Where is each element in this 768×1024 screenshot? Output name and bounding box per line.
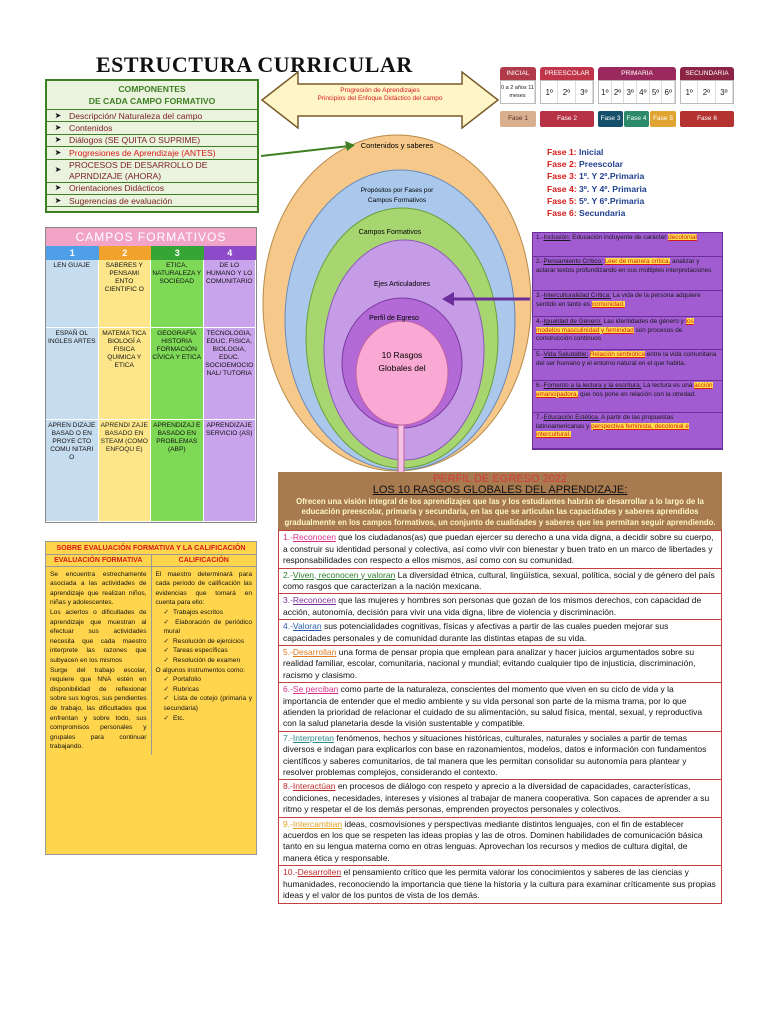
rasgo-item xyxy=(278,530,722,568)
eje-post: que nos pone en relación con la otredad. xyxy=(578,390,696,398)
rasgo-verb: Interpretan xyxy=(292,732,335,743)
fase-list-item xyxy=(547,183,647,195)
rasgo-verb: Reconocen xyxy=(292,595,336,606)
circle-label-6b: Globales del xyxy=(378,363,426,373)
campo-cell: DE LO HUMANO Y LO COMUNITARIO xyxy=(204,260,256,328)
fase-list-label: Fase 5: xyxy=(547,195,577,206)
circle-label-5: Perfil de Egreso xyxy=(369,315,419,322)
eje-name: Educación Estética. xyxy=(543,414,600,421)
arrow-bullet-icon: ➤ xyxy=(54,135,62,145)
campo-cell: APRENDIZAJE SERVICIO (AS) xyxy=(204,420,256,522)
eje-item xyxy=(533,381,722,413)
eje-body: Las identidades de género y xyxy=(601,318,686,325)
fase-secundaria-cells xyxy=(680,80,734,104)
campo-number: 3 xyxy=(151,246,204,260)
rasgo-number: 6.- xyxy=(283,684,293,695)
page-title: ESTRUCTURA CURRICULAR xyxy=(96,52,413,77)
rasgo-number: 4.- xyxy=(283,621,293,632)
eje-item xyxy=(533,350,722,381)
fase-secundaria-head: SECUNDARIA xyxy=(680,67,734,80)
eje-item xyxy=(533,317,722,350)
eje-number: 6.- xyxy=(536,382,544,389)
circle-label-3: Campos Formativos xyxy=(358,229,422,236)
campo-cell: SABERES Y PENSAMI ENTO CIENTIFIC O xyxy=(99,260,151,328)
componente-item xyxy=(47,110,257,122)
eje-item xyxy=(533,233,722,257)
check-item: ✓ Elaboración de periódico mural xyxy=(164,618,253,637)
check-item: ✓ Resolución de examen xyxy=(164,656,253,666)
campo-cell: MATEMA TICA BIOLOGÍ A FISICA QUIMICA Y ETICA xyxy=(99,328,151,420)
componentes-header xyxy=(47,81,257,110)
campo-cell: TECNOLOGIA, EDUC. FISICA, BIOLOGIA, EDUC. SOCIOEMOCIO NAL/ TUTORIA xyxy=(204,328,256,420)
eje-body: La lectura es una xyxy=(641,382,695,389)
rasgo-number: 5.- xyxy=(283,646,293,657)
campos-numbers-row xyxy=(46,246,256,260)
rasgo-text: La diversidad étnica, cultural, lingüística, sexual, política, social y de género del país como rasgos que caracterizan a la nación mexicana. xyxy=(283,569,715,591)
fase-list-value: Preescolar xyxy=(579,159,623,170)
componentes-arrow xyxy=(259,138,359,168)
grade-cell: 3º xyxy=(576,81,593,103)
evaluacion-body xyxy=(46,567,256,755)
progresion-label xyxy=(300,87,460,103)
rasgo-item xyxy=(278,619,722,646)
eje-number: 1.- xyxy=(536,234,544,241)
circle-label-2a: Propósitos por Fases por xyxy=(360,187,434,194)
componente-label: Contenidos xyxy=(69,123,113,134)
eje-body: A partir de las propuestas latinoamericanas y xyxy=(536,414,674,430)
rasgo-item xyxy=(278,593,722,620)
perfil-title: PERFIL DE EGRESO 2022 xyxy=(432,473,568,485)
rasgo-item xyxy=(278,645,722,683)
eje-name: Inclusión: xyxy=(543,234,571,241)
campo-cell: APRENDIZAJ E BASADO EN PROBLEMAS (ABP) xyxy=(151,420,203,522)
eje-name: Igualdad de Género: xyxy=(543,318,602,325)
eje-post: entre la vida comunitaria del ser humano y el entorno natural en el que habita. xyxy=(536,351,717,367)
rasgo-number: 7.- xyxy=(283,732,293,743)
componente-item xyxy=(47,160,257,183)
arrow-bullet-icon: ➤ xyxy=(54,195,62,205)
fase-list-label: Fase 3: xyxy=(547,171,577,182)
check-item: ✓ Rubricas xyxy=(164,685,253,695)
fase-list-value: 3º. Y 4º. Primaria xyxy=(579,183,647,194)
eje-post: analizar y aclarar textos profundizando en sus múltiples interpretaciones xyxy=(536,258,712,274)
rasgo-verb: Valoran xyxy=(292,621,322,632)
rasgo-number: 9.- xyxy=(283,818,293,829)
componente-label: PROCESOS DE DESARROLLO DE APRNDIZAJE (AHORA) xyxy=(69,160,208,181)
componente-item xyxy=(47,122,257,134)
fase-list-label: Fase 1: xyxy=(547,147,577,157)
eje-number: 3.- xyxy=(536,292,544,299)
arrow-bullet-icon: ➤ xyxy=(54,110,62,120)
grade-cell: 1º xyxy=(681,81,698,103)
eje-highlight: Relación simbiótica xyxy=(589,351,645,358)
fase-list-label: Fase 6: xyxy=(547,208,577,219)
arrow-bullet-icon: ➤ xyxy=(54,147,62,157)
componentes-panel xyxy=(45,79,259,213)
componentes-header-line-1: COMPONENTES xyxy=(118,84,186,94)
rasgo-number: 1.- xyxy=(283,532,293,543)
eje-body: Educación incluyente de carácter xyxy=(570,234,669,241)
perfil-egreso-panel xyxy=(278,472,722,952)
componentes-header-line-2: DE CADA CAMPO FORMATIVO xyxy=(88,96,216,106)
check-item: ✓ Trabajos escritos xyxy=(164,608,253,618)
fase-secundaria-box xyxy=(680,67,734,104)
circle-label-4: Ejes Articuladores xyxy=(373,281,431,288)
rasgo-text: una forma de pensar propia que emplean para analizar y hacer juicios argumentados sobre su realidad familiar, escolar, comunitaria, nacional y mundial; evitando cualquier tipo de injusticia, discriminación, racismo y clasismo. xyxy=(283,646,696,680)
campos-grid xyxy=(46,260,256,522)
rasgo-text: que las mujeres y hombres son personas que gozan de los mismos derechos, con capacidad de acción, autonomía, decisión para vivir una vida digna, libre de violencia y discriminación. xyxy=(283,595,702,617)
componente-item xyxy=(47,183,257,195)
rasgo-item xyxy=(278,865,722,903)
fase-6-tag: Fase 6 xyxy=(680,111,734,127)
rasgo-item xyxy=(278,731,722,781)
calificacion-paragraph: O algunos instrumentos como: xyxy=(155,666,245,674)
campo-cell: ESPAÑ OL INGLES ARTES xyxy=(46,328,98,420)
campo-column xyxy=(46,260,99,522)
fase-preescolar-cells xyxy=(540,80,594,104)
eje-name: Interculturalidad Crítica: xyxy=(543,292,611,299)
grade-cell: 3º xyxy=(716,81,733,103)
calificacion-col xyxy=(152,567,257,755)
rasgo-text: sus potencialidades cognitivas, físicas y afectivas a partir de las cuales pueden mejorar sus capacidades personales y de comunidad durante las distintas etapas de su vida. xyxy=(283,621,669,643)
check-item: ✓ Resolución de ejercicios xyxy=(164,637,253,647)
campo-cell: GEOGRAFÍA HISTORIA FORMACIÓN CÍVICA Y ETICA xyxy=(151,328,203,420)
fase-4-tag: Fase 4 xyxy=(624,111,649,127)
grade-cell: 4º xyxy=(637,81,650,103)
circle-label-6a: 10 Rasgos xyxy=(381,350,423,360)
evaluacion-title: SOBRE EVALUACIÓN FORMATIVA Y LA CALIFICACIÓN xyxy=(46,542,256,555)
fase-inicial-sub: 0 a 2 años 11 meses xyxy=(501,81,535,103)
eje-number: 5.- xyxy=(536,351,544,358)
eje-highlight: acción emancipadora, xyxy=(536,382,713,398)
campos-title: CAMPOS FORMATIVOS xyxy=(46,228,256,246)
eje-number: 4.- xyxy=(536,318,544,325)
fase-list-item xyxy=(547,207,647,219)
eje-item xyxy=(533,257,722,291)
check-item: ✓ Lista de cotejo (primaria y secundaria) xyxy=(164,694,253,713)
campo-number: 2 xyxy=(99,246,152,260)
grade-cell: 2º xyxy=(698,81,715,103)
evidencias-list xyxy=(156,608,253,666)
campo-cell: LEN GUAJE xyxy=(46,260,98,328)
rasgo-number: 3.- xyxy=(283,595,293,606)
eje-highlight: comunidad. xyxy=(591,300,625,308)
rasgo-number: 8.- xyxy=(283,781,293,792)
ejes-articuladores-panel xyxy=(532,232,723,450)
rasgo-number: 2.- xyxy=(283,569,293,580)
check-item: ✓ Tareas específicas xyxy=(164,646,253,656)
rasgo-text: fenómenos, hechos y situaciones históricas, culturales, naturales y sociales a partir de temas diversos e indagan para explicarlos con base en razonamientos, modelos, datos e información con fundamentos científicos y saberes comunitarios, de tal manera que les permitan consolidar su autonomía para plantear y resolver problemas complejos, considerando el contexto. xyxy=(283,732,707,778)
fase-preescolar-head: PREESCOLAR xyxy=(540,67,594,80)
calificacion-paragraph: El maestro determinará para cada periodo de calificación las evidencias que tomará en cuenta para ello: xyxy=(155,570,252,607)
rasgo-text: en procesos de diálogo con respeto y aprecio a la diversidad de capacidades, características, condiciones, necesidades, intereses y visiones al trabajar de manera cooperativa. Son capaces de aprender a su ritmo y respetar el de los demás personas, emprenden proyectos personales y colectivos. xyxy=(283,781,710,815)
eje-highlight: Leer de manera crítica, xyxy=(604,258,671,265)
fase-list-value: 1º. Y 2º.Primaria xyxy=(579,171,645,182)
arrow-bullet-icon: ➤ xyxy=(54,183,62,193)
grade-cell: 2º xyxy=(612,81,625,103)
evaluacion-paragraph: Se encuentra estrechamente asociada a las actividades de aprendizaje que realizan niños, niñas y adolescentes. xyxy=(50,570,147,607)
rasgos-list xyxy=(278,530,722,903)
grade-cell: 1º xyxy=(541,81,558,103)
eje-highlight: decolonial xyxy=(668,234,697,241)
progresion-line-2: Principios del Enfoque Didáctico del campo xyxy=(317,95,443,102)
componente-item xyxy=(47,135,257,147)
rasgo-verb: Desarrollan xyxy=(292,646,337,657)
fase-inicial-head: INICIAL xyxy=(500,67,536,80)
rasgo-text: ideas, cosmovisiones y perspectivas mediante distintos lenguajes, con el fin de establecer acuerdos en los que se respeten las ideas propias y las de otros. Dominen habilidades de comunicación básica tanto en su lengua materna como en otras lenguas. Aprovechan los recursos y medios de cultura digital, de manera ética y responsable. xyxy=(283,818,703,863)
perfil-header xyxy=(278,472,722,531)
fase-inicial-box xyxy=(500,67,536,104)
eje-item xyxy=(533,413,722,449)
rasgo-text: que los ciudadanos(as) que puedan ejercer su derecho a una vida digna, a decidir sobre su cuerpo, a construir su identidad personal y colectiva, así como vivir con bienestar y buen trato en un marco de libertades y responsabilidades con respecto a ellos mismos, así como con su comunidad. xyxy=(283,532,714,566)
rasgo-verb: Se perciban xyxy=(292,684,339,695)
evaluacion-formativa-col xyxy=(46,567,152,755)
rasgo-verb: Intercambian xyxy=(292,818,343,829)
componente-label: Progresiones de Aprendizaje (ANTES) xyxy=(69,147,216,158)
rasgo-item xyxy=(278,817,722,867)
instrumentos-list xyxy=(156,675,253,723)
arrow-bullet-icon: ➤ xyxy=(54,123,62,133)
grade-cell: 1º xyxy=(599,81,612,103)
fase-primaria-box xyxy=(598,67,676,104)
componente-item xyxy=(47,195,257,207)
rasgo-verb: Interactúan xyxy=(292,781,336,792)
eje-post: son procesos de construcción continuos xyxy=(536,326,683,343)
rasgo-text: como parte de la naturaleza, conscientes del momento que viven en su ciclo de vida y la importancia de entender que el medio ambiente y su vida personal son parte de la misma trama, por lo que atienden la prioridad de relacionar el cuidado de su alimentación, su salud física, mental, sexual, y reproductiva con la salud planetaria desde la visión sustentable y compatible. xyxy=(283,684,703,729)
fase-primaria-cells xyxy=(598,80,676,104)
grade-cell: 3º xyxy=(624,81,637,103)
fase-list-item xyxy=(547,158,647,170)
fase-inicial-cells xyxy=(500,80,536,104)
fase-list-label: Fase 4: xyxy=(547,183,577,194)
arrow-bullet-icon: ➤ xyxy=(54,165,62,175)
campo-number: 1 xyxy=(46,246,99,260)
componente-item xyxy=(47,147,257,159)
rasgo-verb: Reconocen xyxy=(292,532,336,543)
fase-list-value: Inicial xyxy=(579,147,604,157)
campo-number: 4 xyxy=(204,246,257,260)
rasgo-verb: Desarrollen xyxy=(297,867,342,878)
componentes-list xyxy=(47,110,257,207)
grade-cell: 5º xyxy=(650,81,663,103)
fase-5-tag: Fase 5 xyxy=(650,111,676,127)
fase-list-label: Fase 2: xyxy=(547,159,577,170)
grade-cell: 2º xyxy=(558,81,575,103)
evaluacion-heads xyxy=(46,555,256,567)
rasgo-verb: Viven, reconocen y valoran xyxy=(292,569,396,580)
progresion-line-1: Progresión de Aprendizajes xyxy=(340,87,420,94)
campo-column xyxy=(151,260,204,522)
fases-list xyxy=(547,146,647,219)
eje-highlight: los modelos masculinidad y feminidad xyxy=(536,318,694,334)
evaluacion-paragraph: Surge del trabajo escolar, requiere que NNA estén en disponibilidad de reflexionar sobre sus logros, sus pendientes de trabajo, las dificultades que enfrentan y sobre todo, sus compromisos personales y grupales para continuar trabajando. xyxy=(50,666,147,751)
eje-name: Fomento a la lectura y la escritura. xyxy=(543,382,642,389)
check-item: ✓ Etc. xyxy=(164,714,253,724)
fase-1-tag: Fase 1 xyxy=(500,111,536,127)
perfil-connector xyxy=(398,425,404,473)
campo-cell: APRENDI ZAJE BASADO EN STEAM (COMO ENFOQU E) xyxy=(99,420,151,522)
componente-label: Sugerencias de evaluación xyxy=(69,195,173,206)
perfil-subtitle: LOS 10 RASGOS GLOBALES DEL APRENDIZAJE: xyxy=(372,484,628,497)
eje-item xyxy=(533,291,722,317)
eje-body: La vida de la persona adquiere sentido en tanto es xyxy=(536,292,701,308)
fase-primaria-head: PRIMARIA xyxy=(598,67,676,80)
componente-label: Orientaciones Didácticos xyxy=(69,183,165,194)
fase-list-value: 5º. Y 6º.Primaria xyxy=(579,195,645,206)
campo-column xyxy=(204,260,257,522)
componente-label: Diálogos (SE QUITA O SUPRIME) xyxy=(69,135,201,146)
evaluacion-paragraph: Los aciertos o dificultades de aprendizaje que muestran al efectuar sus actividades necesita que cada maestro interprete las razones que subyacen en los mismos xyxy=(50,608,147,664)
eje-number: 7.- xyxy=(536,414,544,421)
fase-list-item xyxy=(547,170,647,182)
perfil-intro: Ofrecen una visión integral de los aprendizajes que las y los estudiantes habrán de desarrollar a lo largo de la educación preescolar, primaria y secundaria, en las que se articulan las capacidades y saberes aprendidos gradualmente en los campos formativos, un conjunto de cualidades y saberes que les permitan seguir aprendiendo. xyxy=(284,496,716,527)
circle-rasgos xyxy=(356,321,448,425)
rasgo-number: 10.- xyxy=(283,867,298,878)
curriculum-circles-diagram xyxy=(262,128,532,473)
evaluacion-formativa-head: EVALUACIÓN FORMATIVA xyxy=(46,555,152,566)
fase-list-item xyxy=(547,195,647,207)
circle-label-2b: Campos Formativos xyxy=(367,197,427,204)
eje-number: 2.- xyxy=(536,258,544,265)
campo-cell: ETICA, NATURALEZA Y SOCIEDAD xyxy=(151,260,203,328)
fases-diagram xyxy=(500,67,736,129)
circle-label-1: Contenidos y saberes xyxy=(360,141,434,150)
grade-cell: 6º xyxy=(662,81,675,103)
eje-name: Pensamiento Crítico: xyxy=(543,258,603,265)
fase-2-tag: Fase 2 xyxy=(540,111,594,127)
rasgo-item xyxy=(278,779,722,817)
fase-preescolar-box xyxy=(540,67,594,104)
eje-name: Vida Saludable: xyxy=(543,351,589,358)
fase-list-item xyxy=(547,146,647,158)
fase-3-tag: Fase 3 xyxy=(598,111,623,127)
componente-label: Descripción/ Naturaleza del campo xyxy=(69,110,203,121)
campo-column xyxy=(99,260,152,522)
campo-cell: APREN DIZAJE BASAD O EN PROYE CTO COMU NITARI O xyxy=(46,420,98,522)
calificacion-head: CALIFICACIÓN xyxy=(178,556,229,564)
evaluacion-panel xyxy=(45,541,257,855)
eje-highlight: perspectiva feminista, decolonial e intercultural. xyxy=(536,422,689,439)
rasgo-text: el pensamiento crítico que les permita valorar los conocimientos y saberes de las ciencias y humanidades, reconociendo la importancia que tiene la historia y la cultura para examinar críticamente sus propias ideas y el valor de los puntos de vista de los demás. xyxy=(283,867,716,901)
rasgo-item xyxy=(278,682,722,732)
check-item: ✓ Portafolio xyxy=(164,675,253,685)
fase-list-value: Secundaria xyxy=(579,208,626,219)
campos-formativos-table xyxy=(45,227,257,523)
rasgo-item xyxy=(278,568,722,595)
